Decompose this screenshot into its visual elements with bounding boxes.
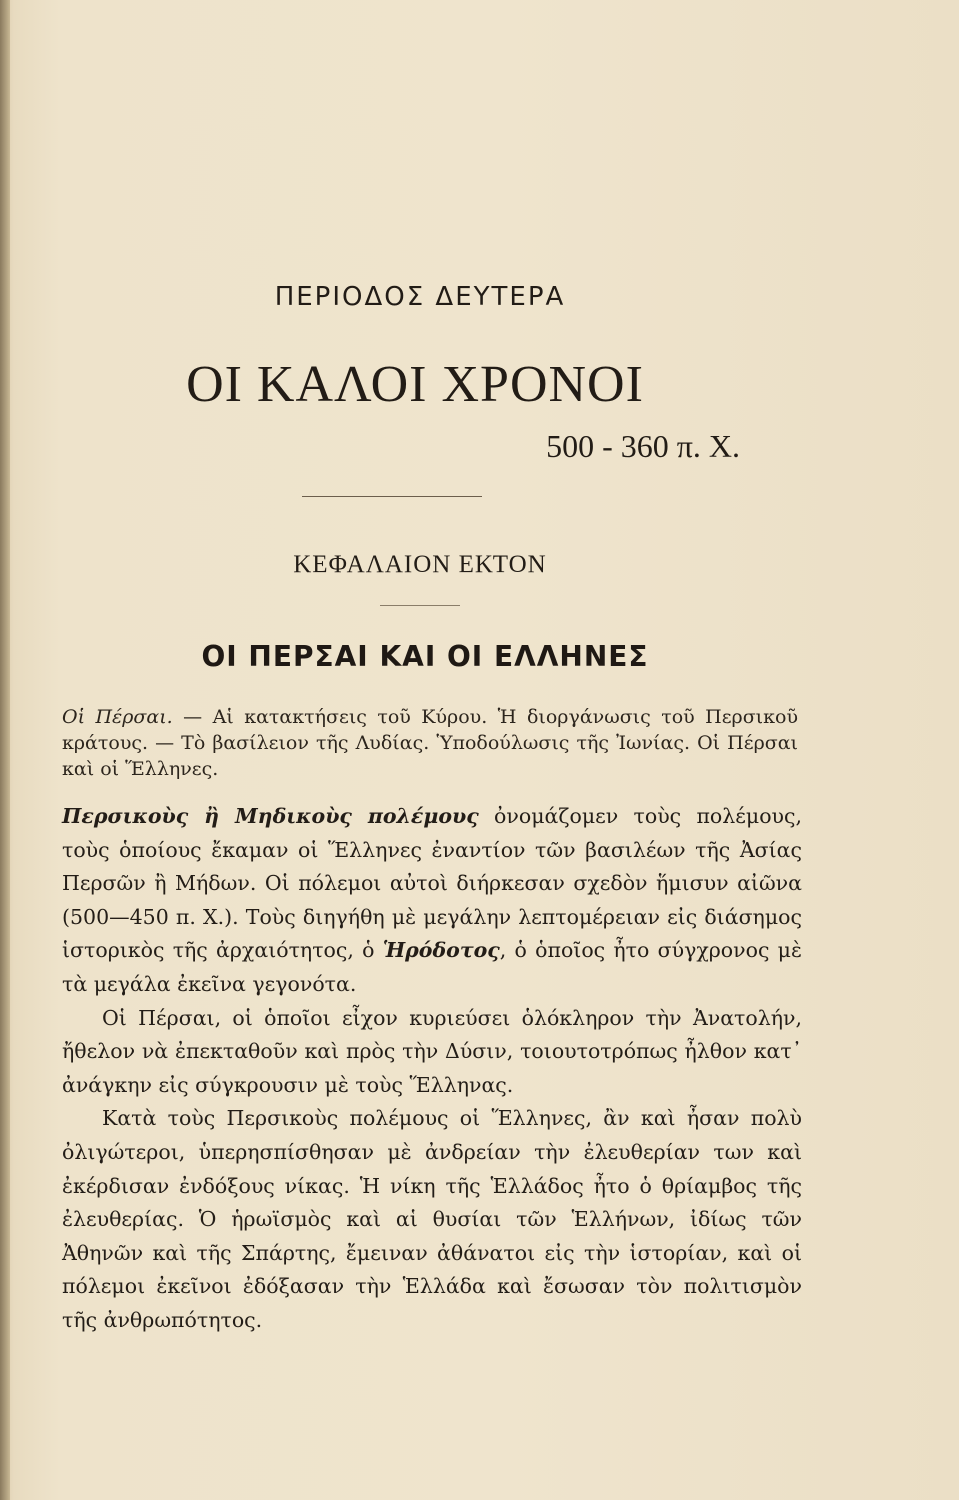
page-spine — [0, 0, 10, 1500]
date-range: 500 - 360 π. Χ. — [546, 428, 740, 464]
page-title: ΟΙ ΚΑΛΟΙ ΧΡΟΝΟΙ — [186, 356, 644, 413]
chapter-label: ΚΕΦΑΛΑΙΟΝ ΕΚΤΟΝ — [293, 551, 547, 578]
chapter-body — [62, 800, 802, 1338]
key-term: Περσικοὺς ἢ Μηδικοὺς πολέμους — [62, 804, 479, 828]
paragraph-2: Οἱ Πέρσαι, οἱ ὁποῖοι εἶχον κυριεύσει ὁλόκληρον τὴν Ἀνατολήν, ἤθελον νὰ ἐπεκταθοῦν καὶ πρὸς τὴν Δύσιν, τοιουτοτρόπως ἦλθον κατ᾽ ἀνάγκην εἰς σύγκρουσιν μὲ τοὺς Ἕλληνας. — [62, 1005, 802, 1097]
paragraph-1-text-a: ὀνομάζομεν τοὺς πολέμους, τοὺς ὁποίους ἔκαμαν οἱ Ἕλληνες ἐναντίον τῶν βασιλέων τῆς Ἀσίας Περσῶν ἢ Μήδων. Οἱ πόλεμοι αὐτοὶ διήρκεσαν σχεδὸν ἥμισυν αἰῶνα (500—450 π. Χ.). Τοὺς διηγήθη μὲ μεγάλην λεπτομέρειαν εἰς διάσημος ἱστορικὸς τῆς ἀρχαιότητος, ὁ — [62, 804, 802, 963]
paragraph-3: Κατὰ τοὺς Περσικοὺς πολέμους οἱ Ἕλληνες, ἂν καὶ ἦσαν πολὺ ὀλιγώτεροι, ὑπερησπίσθησαν μὲ ἀνδρείαν τὴν ἐλευθερίαν των καὶ ἐκέρδισαν ἐνδόξους νίκας. Ἡ νίκη τῆς Ἑλλάδος ἦτο ὁ θρίαμβος τῆς ἐλευθερίας. Ὁ ἡρωϊσμὸς καὶ αἱ θυσίαι τῶν Ἑλλήνων, ἰδίως τῶν Ἀθηνῶν καὶ τῆς Σπάρτης, ἔμειναν ἀθάνατοι εἰς τὴν ἱστορίαν, καὶ οἱ πόλεμοι ἐκεῖνοι ἐδόξασαν τὴν Ἑλλάδα καὶ ἔσωσαν τὸν πολιτισμὸν τῆς ἀνθρωπότητος. — [62, 1106, 802, 1332]
chapter-title: ΟΙ ΠΕΡΣΑΙ ΚΑΙ ΟΙ ΕΛΛΗΝΕΣ — [201, 640, 649, 673]
historian-name: Ἡρόδοτος — [382, 938, 500, 963]
paragraph-1 — [62, 800, 802, 1002]
summary-lead: Οἱ Πέρσαι. — [62, 706, 173, 728]
divider-rule — [302, 496, 482, 497]
period-heading: ΠΕΡΙΟΔΟΣ ΔΕΥΤΕΡΑ — [274, 282, 566, 312]
paragraph-1-text-b: , ὁ ὁποῖος ἦτο σύγχρονος μὲ τὰ μεγάλα ἐκεῖνα γεγονότα. — [62, 938, 803, 996]
chapter-summary — [62, 704, 798, 782]
summary-text: — Αἱ κατακτήσεις τοῦ Κύρου. Ἡ διοργάνωσις τοῦ Περσικοῦ κράτους. — Τὸ βασίλειον τῆς Λυδίας. Ὑποδούλωσις τῆς Ἰωνίας. Οἱ Πέρσαι καὶ οἱ Ἕλληνες. — [62, 706, 799, 780]
short-divider-rule — [380, 605, 460, 606]
